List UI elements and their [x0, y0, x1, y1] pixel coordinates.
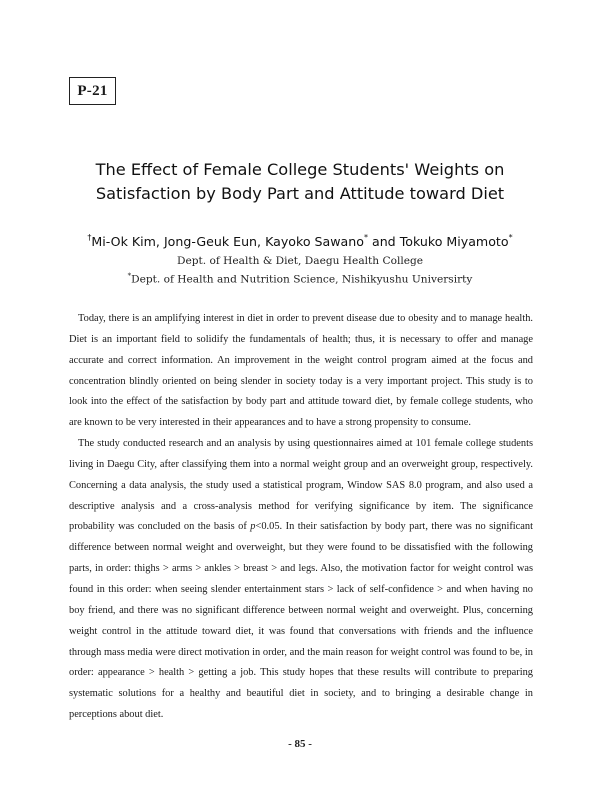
author-conjunction: and [371, 234, 396, 250]
title-line-2: Satisfaction by Body Part and Attitude toward Diet [95, 184, 505, 203]
paper-title [40, 158, 560, 206]
p-value-symbol: p [250, 521, 256, 533]
author-1: Mi-Ok Kim, [91, 234, 160, 250]
abstract-paragraph-2 [69, 434, 533, 726]
author4-mark: * [508, 233, 513, 242]
abstract-body [69, 309, 533, 726]
poster-id: P-21 [77, 82, 108, 99]
affiliation-1-text: Dept. of Health & Diet, Daegu Health College [176, 255, 424, 267]
abstract-paragraph-2-part-b: <0.05. In their satisfaction by body part, there was no significant difference between normal weight and overweight, but they were found to be dissatisfied with the following parts, in order: thighs > arms > ankles > breast > and legs. Also, the motivation factor for weight control was found in this order: when seeing slender entertainment stars > lack of self-confidence > and when having no boy friend, and there was no significant difference between normal weight and overweight. Plus, concerning weight control in the attitude toward diet, it was found that conversations with friends and the influence through mass media were direct motivation in order, and the main reason for weight control was found to be, in order: appearance > health > getting a job. This study hopes that these results will contribute to preparing systematic solutions for a healthy and beautiful diet in society, and to bringing a desirable change in perceptions about diet. [69, 521, 533, 721]
author-3: Kayoko Sawano [265, 234, 364, 250]
author-list [40, 231, 560, 250]
title-line-1: The Effect of Female College Students' Weights on [95, 160, 505, 179]
author3-mark: * [363, 233, 368, 242]
author-2: Jong-Geuk Eun, [163, 234, 262, 250]
author1-mark: † [87, 233, 92, 242]
author-4: Tokuko Miyamoto [399, 234, 509, 250]
page-number: - 85 - [288, 738, 312, 750]
abstract-paragraph-2-part-a: The study conducted research and an analysis by using questionnaires aimed at 101 female college students living in Daegu City, after classifying them into a normal weight group and an overweight group, respectively. Concerning a data analysis, the study used a statistical program, Window SAS 8.0 program, and also used a descriptive analysis and a cross-analysis method for verifying significance by item. The significance probability was concluded on the basis of [69, 438, 533, 533]
affiliation-2-mark: * [127, 272, 132, 280]
affiliation-1 [40, 254, 560, 269]
affiliation-2-text: Dept. of Health and Nutrition Science, Nishikyushu Universirty [131, 273, 473, 286]
affiliation-2 [40, 269, 560, 288]
abstract-paragraph-1: Today, there is an amplifying interest in diet in order to prevent disease due to obesity and to manage health. Diet is an important field to solidify the fundamentals of health; thus, it is necessary to offer and manage accurate and correct information. An improvement in the weight control program aimed at the focus and concentration blindly oriented on being slender in society today is a very important project. This study is to look into the effect of the satisfaction by body part and attitude toward diet, by female college students, who are known to be very interested in their appearances and to have a strong propensity to consume. [69, 313, 533, 429]
poster-id-box [69, 77, 116, 105]
